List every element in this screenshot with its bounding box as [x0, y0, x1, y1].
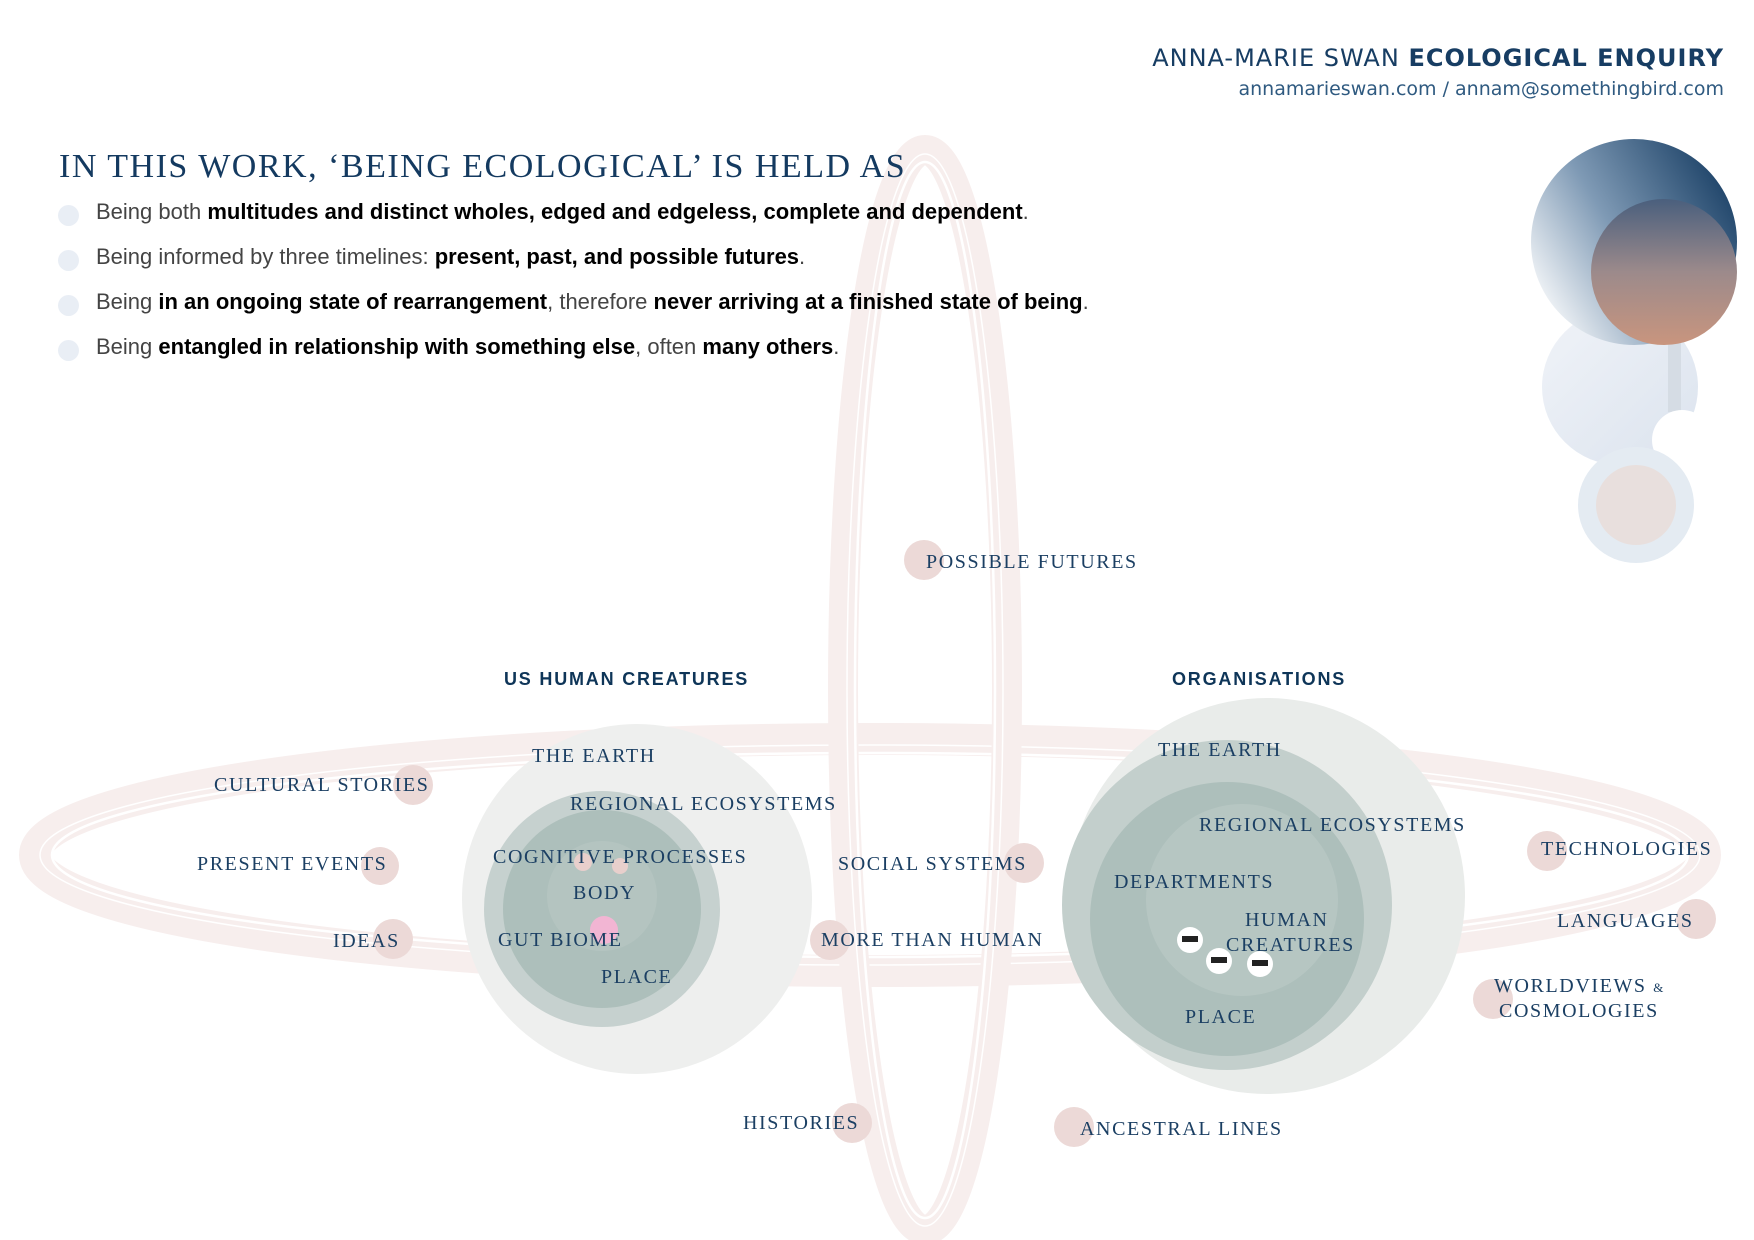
principle-text: multitudes and distinct wholes, edged and edgeless, complete and dependent	[207, 199, 1023, 224]
principle-text: Being both	[96, 199, 208, 224]
principle-item	[58, 289, 1089, 334]
label-worldviews: WORLDVIEWS &	[1494, 975, 1665, 997]
principle-text: entangled in relationship with something else	[158, 334, 636, 359]
label-histories: HISTORIES	[743, 1112, 860, 1134]
organisations-title: ORGANISATIONS	[1172, 669, 1347, 689]
corner-motif	[1531, 139, 1737, 563]
principle-text: .	[833, 334, 840, 359]
label-possible-futures: POSSIBLE FUTURES	[926, 551, 1138, 573]
principle-text: .	[1082, 289, 1089, 314]
project-name: ECOLOGICAL ENQUIRY	[1408, 44, 1724, 72]
principle-text: never arriving at a finished state of being	[653, 289, 1083, 314]
label-technologies: TECHNOLOGIES	[1541, 838, 1713, 860]
principle-text: Being	[96, 289, 159, 314]
principle-text: many others	[702, 334, 834, 359]
human-label-cognitive-processes: COGNITIVE PROCESSES	[493, 846, 748, 868]
author-header	[1152, 44, 1724, 72]
page-heading: IN THIS WORK, ‘BEING ECOLOGICAL’ IS HELD AS	[59, 148, 907, 185]
principle-text: Being informed by three timelines:	[96, 244, 435, 269]
author-name: ANNA-MARIE SWAN	[1152, 44, 1400, 72]
org-label-departments: DEPARTMENTS	[1114, 871, 1275, 893]
label-languages: LANGUAGES	[1557, 910, 1694, 932]
human-circles	[462, 724, 812, 1074]
principle-text: , often	[635, 334, 703, 359]
label-cosmologies: COSMOLOGIES	[1499, 1000, 1659, 1022]
principle-item	[58, 244, 1089, 289]
human-label-body: BODY	[573, 882, 637, 904]
principle-text: in an ongoing state of rearrangement	[158, 289, 548, 314]
org-label-the-earth: THE EARTH	[1158, 739, 1282, 761]
label-ancestral-lines: ANCESTRAL LINES	[1080, 1118, 1283, 1140]
org-label-regional-ecosystems: REGIONAL ECOSYSTEMS	[1199, 814, 1466, 836]
human-label-place: PLACE	[601, 966, 673, 988]
principle-item	[58, 334, 1089, 379]
contact-line[interactable]: annamarieswan.com / annam@somethingbird.com	[1238, 78, 1724, 100]
label-ideas: IDEAS	[333, 930, 400, 952]
label-social-systems: SOCIAL SYSTEMS	[838, 853, 1027, 875]
org-label-place: PLACE	[1185, 1006, 1257, 1028]
human-label-gut-biome: GUT BIOME	[498, 929, 623, 951]
bullet-dot	[58, 205, 79, 226]
org-label-creatures: CREATURES	[1226, 934, 1355, 956]
principle-text: .	[1022, 199, 1029, 224]
principle-item	[58, 199, 1089, 244]
label-more-than-human: MORE THAN HUMAN	[821, 929, 1044, 951]
principle-text: present, past, and possible futures	[434, 244, 800, 269]
principle-text: .	[799, 244, 806, 269]
label-present-events: PRESENT EVENTS	[197, 853, 388, 875]
human-label-regional-ecosystems: REGIONAL ECOSYSTEMS	[570, 793, 837, 815]
org-label-human: HUMAN	[1245, 909, 1329, 931]
principles-list	[58, 199, 1089, 379]
human-creatures-title: US HUMAN CREATURES	[504, 669, 750, 689]
principle-text: , therefore	[547, 289, 654, 314]
bullet-dot	[58, 250, 79, 271]
bullet-dot	[58, 295, 79, 316]
bullet-dot	[58, 340, 79, 361]
principle-text: Being	[96, 334, 159, 359]
label-cultural-stories: CULTURAL STORIES	[214, 774, 430, 796]
human-label-the-earth: THE EARTH	[532, 745, 656, 767]
